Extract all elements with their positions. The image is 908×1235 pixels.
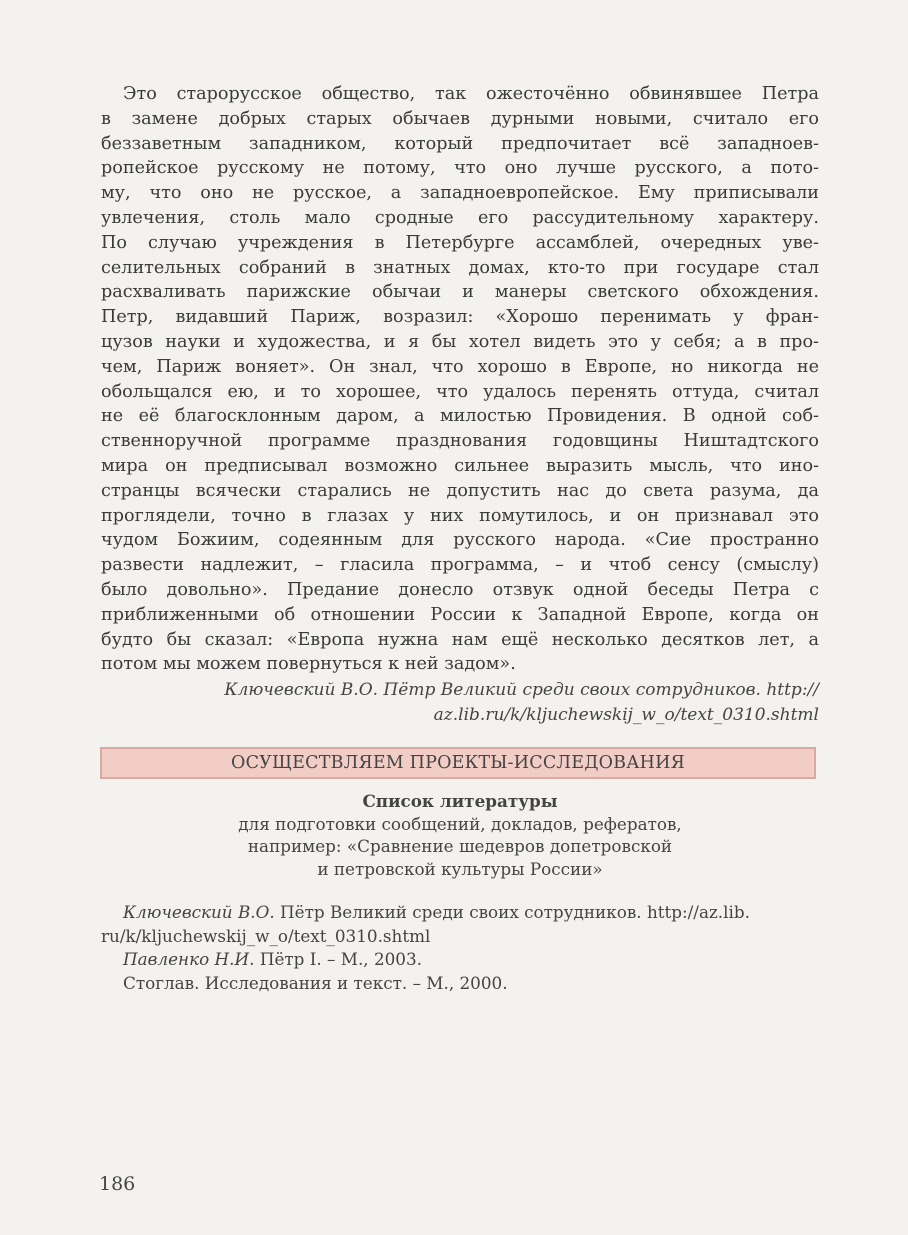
paragraph-line: цузов науки и художества, и я бы хотел видеть это у себя; а в про- <box>101 331 819 352</box>
paragraph-line: По случаю учреждения в Петербурге ассамблей, очередных уве- <box>101 232 819 253</box>
main-paragraph <box>101 82 819 677</box>
paragraph-line: развести надлежит, – гласила программа, – и чтоб сенсу (смыслу) <box>101 555 819 576</box>
paragraph-line: в замене добрых старых обычаев дурными новыми, считало его <box>101 108 819 129</box>
paragraph-line: обольщался ею, и то хорошее, что удалось перенять оттуда, считал <box>101 381 819 402</box>
paragraph-line: мира он предписывал возможно сильнее выразить мысль, что ино- <box>101 455 819 476</box>
paragraph-line: ственноручной программе празднования годовщины Ништадтского <box>101 431 819 452</box>
paragraph-line: селительных собраний в знатных домах, кто-то при государе стал <box>101 257 819 278</box>
paragraph-line: будто бы сказал: «Европа нужна нам ещё несколько десятков лет, а <box>101 629 819 650</box>
reference-author: Ключевский В.О. <box>123 902 275 922</box>
paragraph-line: увлечения, столь мало сродные его рассудительному характеру. <box>101 207 819 228</box>
bibliography-subtitle-line: для подготовки сообщений, докладов, рефератов, <box>238 813 682 834</box>
bibliography-subtitle-line: и петровской культуры России» <box>317 858 603 879</box>
bibliography-subtitle-line: например: «Сравнение шедевров допетровской <box>247 836 673 856</box>
paragraph-line: беззаветным западником, который предпочитает всё западноев- <box>101 133 819 154</box>
citation-line: Ключевский В.О. Пётр Великий среди своих сотрудников. http:// <box>224 680 819 700</box>
reference-item <box>101 948 819 972</box>
reference-text: Пётр Великий среди своих сотрудников. http://az.lib. <box>274 902 750 922</box>
reference-item <box>101 972 819 996</box>
reference-author: Павленко Н.И. <box>123 949 255 969</box>
reference-text: Стоглав. Исследования и текст. – М., 2000. <box>123 972 508 993</box>
paragraph-line: потом мы можем повернуться к ней задом». <box>101 654 516 675</box>
bibliography-heading <box>101 790 819 880</box>
paragraph-line: приближенными об отношении России к Западной Европе, когда он <box>101 604 819 625</box>
paragraph-line: было довольно». Предание донесло отзвук одной беседы Петра с <box>101 579 819 600</box>
quote-citation <box>101 678 819 727</box>
page-number: 186 <box>99 1173 136 1195</box>
paragraph-line: чем, Париж воняет». Он знал, что хорошо в Европе, но никогда не <box>101 356 819 377</box>
reference-item <box>101 901 819 925</box>
paragraph-line: Это старорусское общество, так ожесточённо обвинявшее Петра <box>123 84 819 104</box>
paragraph-line: чудом Божиим, содеянным для русского народа. «Сие пространно <box>101 530 819 551</box>
paragraph-line: странцы всячески старались не допустить нас до света разума, да <box>101 480 819 501</box>
reference-text: Пётр I. – М., 2003. <box>254 949 422 969</box>
citation-line: az.lib.ru/k/kljuchewskij_w_o/text_0310.shtml <box>433 704 819 725</box>
bibliography-title: Список литературы <box>362 791 558 811</box>
paragraph-line: не её благосклонным даром, а милостью Провидения. В одной соб- <box>101 406 819 427</box>
paragraph-line: расхваливать парижские обычаи и манеры светского обхождения. <box>101 282 819 303</box>
paragraph-line: Петр, видавший Париж, возразил: «Хорошо перенимать у фран- <box>101 307 819 328</box>
section-banner: ОСУЩЕСТВЛЯЕМ ПРОЕКТЫ-ИССЛЕДОВАНИЯ <box>100 747 816 779</box>
paragraph-line: проглядели, точно в глазах у них помутилось, и он признавал это <box>101 505 819 526</box>
paragraph-line: ропейское русскому не потому, что оно лучше русского, а пото- <box>101 158 819 179</box>
reference-list <box>101 901 819 995</box>
reference-item-continued: ru/k/kljuchewskij_w_o/text_0310.shtml <box>101 925 431 946</box>
paragraph-line: му, что оно не русское, а западноевропейское. Ему приписывали <box>101 183 819 204</box>
